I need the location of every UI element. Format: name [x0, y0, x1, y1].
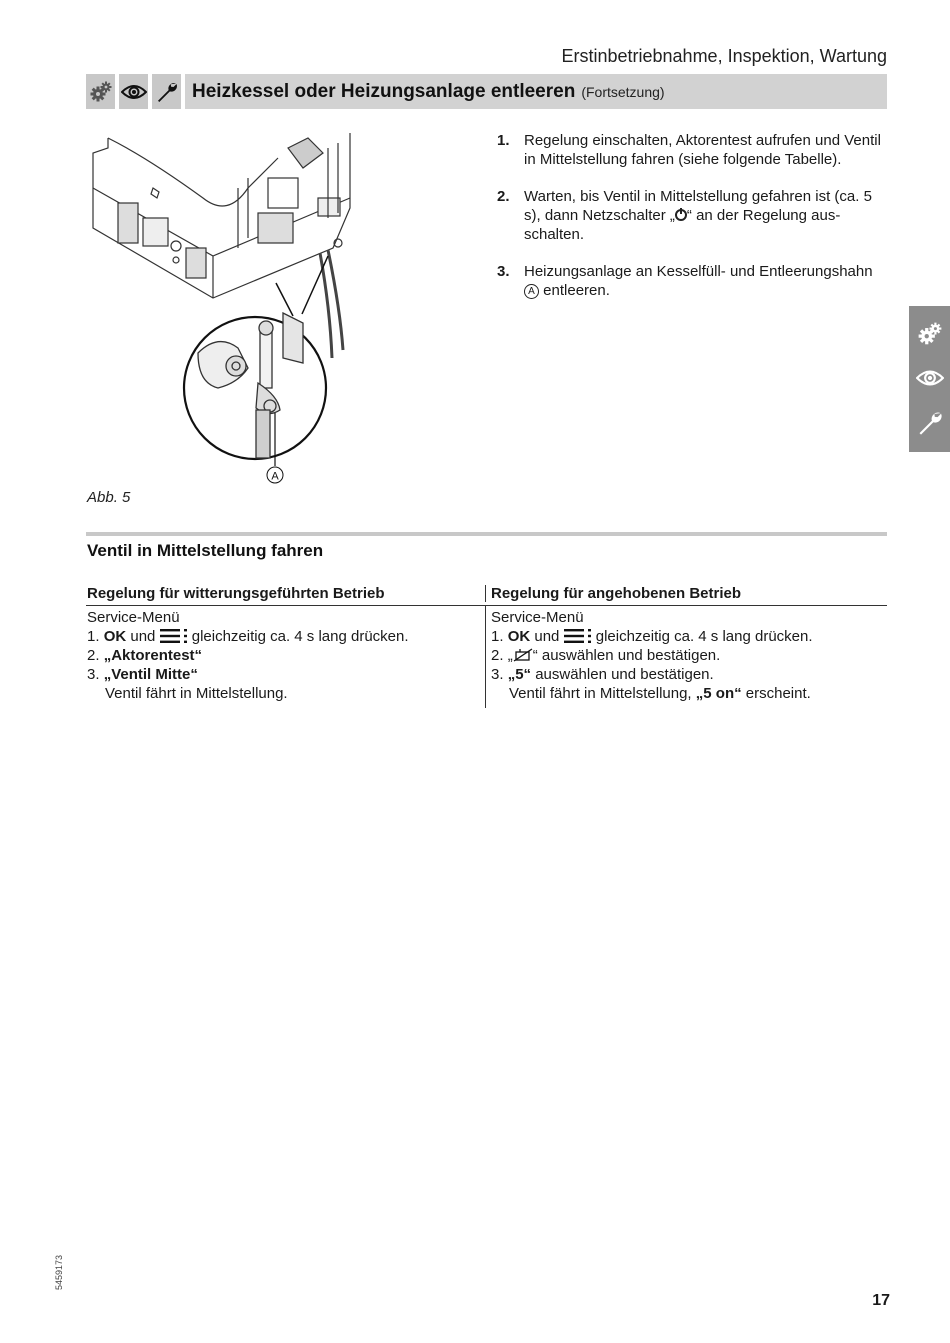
wrench-icon-box [152, 74, 181, 109]
page-subtitle: (Fortsetzung) [581, 83, 665, 100]
callout-label-a: A [271, 470, 279, 483]
step-number: 3. [497, 263, 510, 280]
running-header: Erstinbetriebnahme, Inspektion, Wartung [561, 46, 887, 66]
table-body-row [86, 606, 887, 708]
document-number: 5459173 [54, 1254, 64, 1290]
table-cell-left: Service-Menü 1. OK und gleichzeitig ca. 4 s lang drücken. 2. „Aktorentest“ 3. „Ventil Mitte“ Ventil fährt in Mittelstellung. [87, 609, 409, 702]
wrench-icon [155, 80, 179, 104]
step-number: 2. [497, 188, 510, 205]
eye-icon [916, 368, 944, 388]
step-text: Warten, bis Ventil in Mittelstellung gefahren ist (ca. 5 s), dann Netzschalter „ “ an der Regelung ausschalten. [524, 188, 872, 243]
step-text: Heizungsanlage an Kesselfüll- und Entleerungshahn A entleeren. [524, 263, 873, 299]
table-header-right: Regelung für angehobenen Betrieb [485, 585, 887, 602]
instruction-table [86, 581, 887, 708]
page-title: Heizkessel oder Heizungsanlage entleeren [192, 80, 576, 102]
power-switch-icon [675, 209, 687, 221]
step-item [497, 262, 889, 300]
eye-icon [121, 83, 147, 101]
side-tab [909, 306, 950, 452]
gears-icon [89, 80, 113, 104]
step-number: 1. [497, 132, 510, 149]
actuator-test-icon [513, 648, 533, 662]
page-number: 17 [872, 1292, 890, 1309]
gears-icon [917, 321, 943, 347]
table-header-row [86, 581, 887, 606]
section-heading: Ventil in Mittelstellung fahren [87, 541, 324, 560]
label-a-badge: A [524, 284, 539, 299]
eye-icon-box [119, 74, 148, 109]
table-cell-right: Service-Menü 1. OK und gleichzeitig ca. 4 s lang drücken. 2. „ “ auswählen und bestätigen. 3. „5“ auswählen und bestätigen. Ventil fährt in Mittelstellung, „5 on“ erscheint. [485, 606, 887, 708]
step-item [497, 131, 889, 169]
table-header-left: Regelung für witterungsgeführten Betrieb [87, 584, 385, 602]
step-list [497, 131, 889, 318]
section-title-row [86, 74, 887, 109]
boiler-drain-illustration [88, 128, 368, 488]
menu-icon [564, 629, 592, 643]
step-text: Regelung einschalten, Aktorentest aufrufen und Ventil in Mittelstellung fahren (siehe folgende Tabelle). [524, 132, 881, 168]
title-bar [185, 74, 887, 109]
figure-caption: Abb. 5 [87, 489, 131, 506]
gears-icon-box [86, 74, 115, 109]
menu-icon [160, 629, 188, 643]
step-item [497, 187, 889, 244]
section-divider [86, 532, 887, 536]
wrench-icon [916, 409, 944, 437]
